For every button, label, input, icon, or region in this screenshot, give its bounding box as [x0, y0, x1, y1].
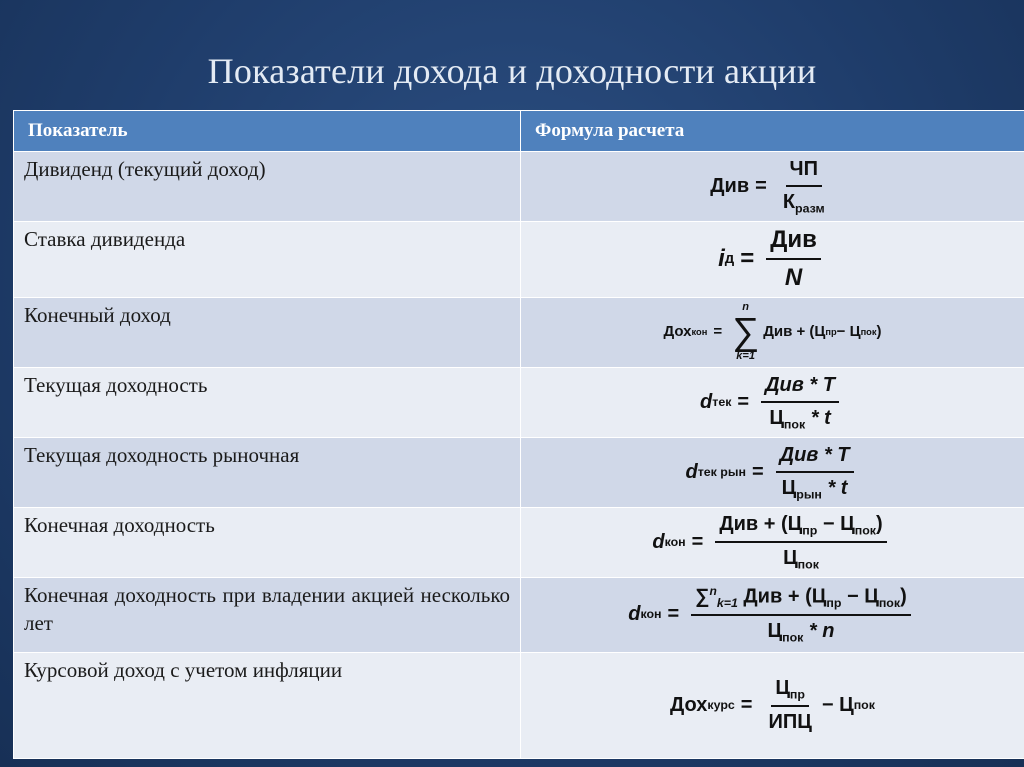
- indicator-label: Конечный доход: [14, 297, 521, 367]
- table-header-row: [14, 111, 1024, 152]
- indicator-label: Текущая доходность: [14, 367, 521, 437]
- indicator-label: Курсовой доход с учетом инфляции: [14, 652, 521, 758]
- table-row: [14, 577, 1024, 652]
- slide-title: Показатели дохода и доходности акции: [207, 51, 817, 91]
- formula-cell: [521, 652, 1024, 758]
- column-header-formula: Формула расчета: [521, 111, 1024, 152]
- indicators-table: [13, 110, 1024, 759]
- formula-final-income: Дох кон = n ∑ k=1 Див + (Ц пр − Ц пок ): [663, 301, 882, 363]
- formula-cell: [521, 222, 1024, 298]
- table-row: [14, 652, 1024, 758]
- table-row: [14, 367, 1024, 437]
- formula-cell: [521, 507, 1024, 577]
- formula-market-yield: d тек рын = $\frac{\text{Див * T}}{Ц_{рын} * t}$: [685, 442, 859, 503]
- column-header-indicator: Показатель: [14, 111, 521, 152]
- formula-multi-year-yield: d кон = $\frac{\sum^n_{k=1} Див + (Ц_{пр} - Ц_{пок})}{Ц_{пок} * n}$: [628, 583, 917, 646]
- table-row: [14, 222, 1024, 298]
- formula-dividend-rate: i д = $\frac{\text{Див}}{N}$: [718, 224, 827, 295]
- indicator-label: Ставка дивиденда: [14, 222, 521, 298]
- formula-cell: [521, 577, 1024, 652]
- formula-capital-gain-inflation: Дох курс = $\frac{Ц_{пр}}{\text{ИПЦ}}$ − Ц пок: [670, 676, 875, 733]
- formula-current-yield: d тек = $\frac{\text{Див * T}}{Ц_{пок} * t}$: [700, 372, 845, 433]
- indicator-label: Конечная доходность при владении акцией несколько лет: [14, 577, 521, 652]
- table-row: [14, 507, 1024, 577]
- formula-dividend: Див = $\frac{ЧП}{К_{разм}}$: [710, 157, 825, 216]
- formula-cell: [521, 297, 1024, 367]
- indicator-label: Конечная доходность: [14, 507, 521, 577]
- formula-cell: [521, 437, 1024, 507]
- table-row: [14, 152, 1024, 222]
- table-row: [14, 437, 1024, 507]
- formula-cell: [521, 152, 1024, 222]
- indicator-label: Дивиденд (текущий доход): [14, 152, 521, 222]
- formula-final-yield: d кон = $\frac{Див + (Ц_{пр} - Ц_{пок})}{Ц_{пок}}$: [652, 511, 892, 573]
- formula-cell: [521, 367, 1024, 437]
- indicator-label: Текущая доходность рыночная: [14, 437, 521, 507]
- table-row: [14, 297, 1024, 367]
